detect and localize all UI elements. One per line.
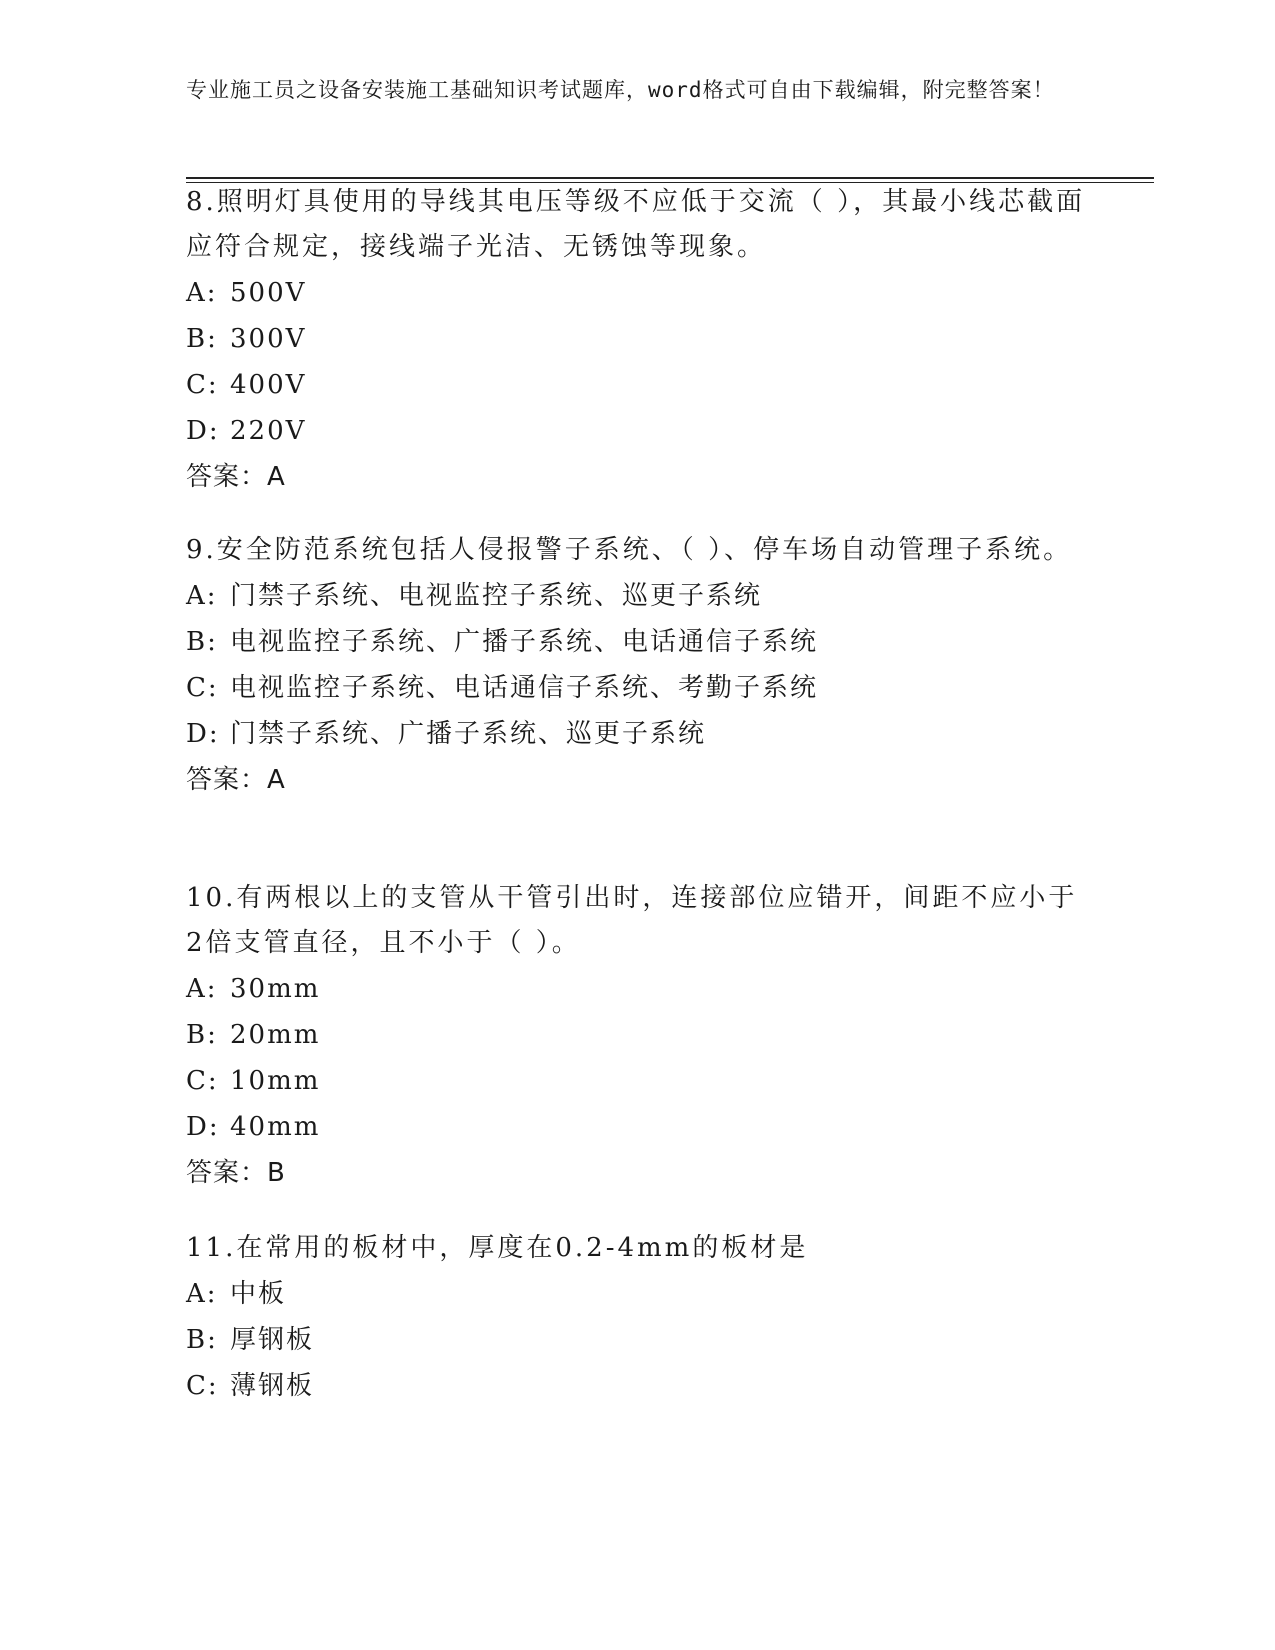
- option-text: 220V: [230, 416, 307, 446]
- option-text: 中板: [230, 1279, 287, 1309]
- option-key: C:: [186, 1371, 219, 1401]
- option-text: 30mm: [230, 974, 321, 1004]
- option-text: 300V: [230, 324, 307, 354]
- option-a: [186, 966, 1086, 1012]
- option-key: B:: [186, 1325, 218, 1355]
- option-text: 电视监控子系统、广播子系统、电话通信子系统: [230, 627, 819, 657]
- option-a: [186, 1271, 1086, 1317]
- option-text: 400V: [230, 370, 307, 400]
- option-d: [186, 408, 1086, 454]
- option-key: C:: [186, 673, 219, 703]
- option-key: B:: [186, 627, 218, 657]
- option-c: [186, 362, 1086, 408]
- answer-line: 答案：B: [186, 1158, 286, 1188]
- question-10: [186, 876, 1086, 1196]
- option-text: 厚钢板: [230, 1325, 315, 1355]
- option-key: D:: [186, 1112, 220, 1142]
- option-text: 门禁子系统、电视监控子系统、巡更子系统: [230, 581, 763, 611]
- question-11: [186, 1226, 1086, 1409]
- option-a: [186, 270, 1086, 316]
- question-8: [186, 180, 1086, 500]
- option-key: D:: [186, 416, 220, 446]
- option-d: [186, 1104, 1086, 1150]
- option-key: A:: [186, 278, 218, 308]
- option-a: [186, 573, 1086, 619]
- question-stem: 8.照明灯具使用的导线其电压等级不应低于交流（ ），其最小线芯截面应符合规定，接线端子光洁、无锈蚀等现象。: [186, 187, 1086, 262]
- option-d: [186, 711, 1086, 757]
- option-text: 薄钢板: [230, 1371, 315, 1401]
- option-key: A:: [186, 1279, 218, 1309]
- option-c: [186, 1363, 1086, 1409]
- option-text: 10mm: [230, 1066, 321, 1096]
- option-key: A:: [186, 974, 218, 1004]
- option-key: C:: [186, 1066, 219, 1096]
- option-c: [186, 1058, 1086, 1104]
- option-b: [186, 316, 1086, 362]
- answer-line: 答案：A: [186, 462, 286, 492]
- header-divider-thick: [186, 177, 1154, 179]
- option-key: B:: [186, 1020, 218, 1050]
- option-text: 500V: [230, 278, 307, 308]
- option-text: 电视监控子系统、电话通信子系统、考勤子系统: [230, 673, 819, 703]
- option-text: 20mm: [230, 1020, 321, 1050]
- option-key: D:: [186, 719, 220, 749]
- option-b: [186, 1317, 1086, 1363]
- question-stem: 10.有两根以上的支管从干管引出时，连接部位应错开，间距不应小于2倍支管直径，且不小于（ ）。: [186, 883, 1078, 958]
- option-key: C:: [186, 370, 219, 400]
- answer-line: 答案：A: [186, 765, 286, 795]
- question-9: [186, 528, 1086, 803]
- option-key: A:: [186, 581, 218, 611]
- option-key: B:: [186, 324, 218, 354]
- option-c: [186, 665, 1086, 711]
- option-text: 40mm: [230, 1112, 321, 1142]
- option-text: 门禁子系统、广播子系统、巡更子系统: [230, 719, 707, 749]
- question-stem: 11.在常用的板材中，厚度在0.2-4mm的板材是: [186, 1233, 809, 1263]
- option-b: [186, 1012, 1086, 1058]
- document-header: 专业施工员之设备安装施工基础知识考试题库，word格式可自由下载编辑，附完整答案！: [186, 78, 1055, 102]
- option-b: [186, 619, 1086, 665]
- question-stem: 9.安全防范系统包括人侵报警子系统、（ ）、停车场自动管理子系统。: [186, 535, 1073, 565]
